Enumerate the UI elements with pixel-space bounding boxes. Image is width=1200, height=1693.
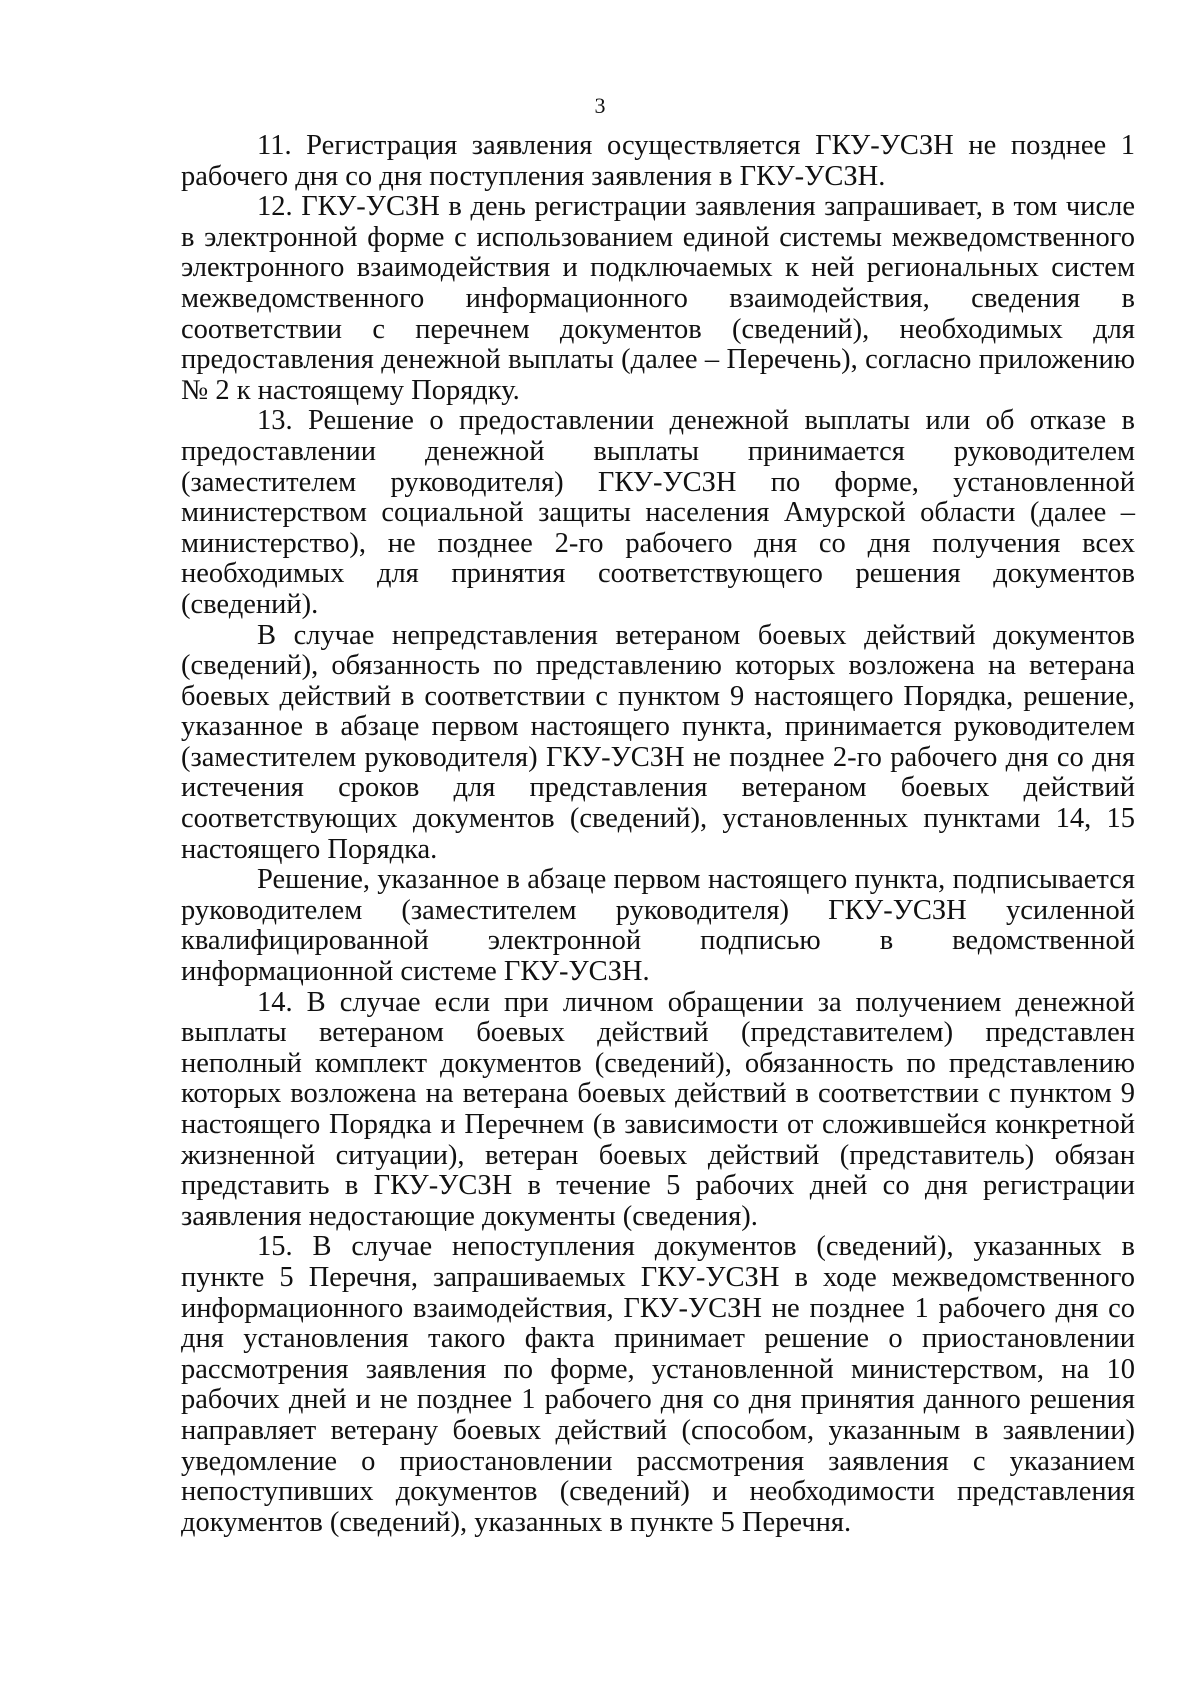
paragraph-13-nonsubmission: В случае непредставления ветераном боевых действий документов (сведений), обязанность по представлению которых возложена на ветерана боевых действий в соответствии с пунктом 9 настоящего Порядка, решение, указанное в абзаце первом настоящего пункта, принимается руководителем (заместителем руководителя) ГКУ-УСЗН не позднее 2-го рабочего дня со дня истечения сроков для представления ветераном боевых действий соответствующих документов (сведений), установленных пунктами 14, 15 настоящего Порядка. <box>181 619 1135 865</box>
paragraph-13-decision: 13. Решение о предоставлении денежной выплаты или об отказе в предоставлении денежной выплаты принимается руководителем (заместителем руководителя) ГКУ-УСЗН по форме, установленной министерством социальной защиты населения Амурской области (далее – министерство), не позднее 2-го рабочего дня со дня получения всех необходимых для принятия соответствующего решения документов (сведений). <box>181 405 1135 620</box>
paragraph-13-signature: Решение, указанное в абзаце первом настоящего пункта, подписывается руководителем (заместителем руководителя) ГКУ-УСЗН усиленной квалифицированной электронной подписью в ведомственной информационной системе ГКУ-УСЗН. <box>181 864 1135 988</box>
paragraph-12-interagency-request: 12. ГКУ-УСЗН в день регистрации заявления запрашивает, в том числе в электронной форме с использованием единой системы межведомственного электронного взаимодействия и подключаемых к ней региональных систем межведомственного информационного взаимодействия, сведения в соответствии с перечнем документов (сведений), необходимых для предоставления денежной выплаты (далее – Перечень), согласно приложению № 2 к настоящему Порядку. <box>181 191 1135 406</box>
paragraph-14-incomplete-documents: 14. В случае если при личном обращении за получением денежной выплаты ветераном боевых действий (представителем) представлен неполный комплект документов (сведений), обязанность по представлению которых возложена на ветерана боевых действий в соответствии с пунктом 9 настоящего Порядка и Перечнем (в зависимости от сложившейся конкретной жизненной ситуации), ветеран боевых действий (представитель) обязан представить в ГКУ-УСЗН в течение 5 рабочих дней со дня регистрации заявления недостающие документы (сведения). <box>181 986 1135 1232</box>
paragraph-11-registration: 11. Регистрация заявления осуществляется ГКУ-УСЗН не позднее 1 рабочего дня со дня поступления заявления в ГКУ-УСЗН. <box>181 130 1135 192</box>
document-body <box>181 131 1135 1538</box>
page-number: 3 <box>594 93 606 118</box>
paragraph-15-suspension: 15. В случае непоступления документов (сведений), указанных в пункте 5 Перечня, запрашиваемых ГКУ-УСЗН в ходе межведомственного информационного взаимодействия, ГКУ-УСЗН не позднее 1 рабочего дня со дня установления такого факта принимает решение о приостановлении рассмотрения заявления по форме, установленной министерством, на 10 рабочих дней и не позднее 1 рабочего дня со дня принятия данного решения направляет ветерану боевых действий (способом, указанным в заявлении) уведомление о приостановлении рассмотрения заявления с указанием непоступивших документов (сведений) и необходимости представления документов (сведений), указанных в пункте 5 Перечня. <box>181 1231 1135 1538</box>
